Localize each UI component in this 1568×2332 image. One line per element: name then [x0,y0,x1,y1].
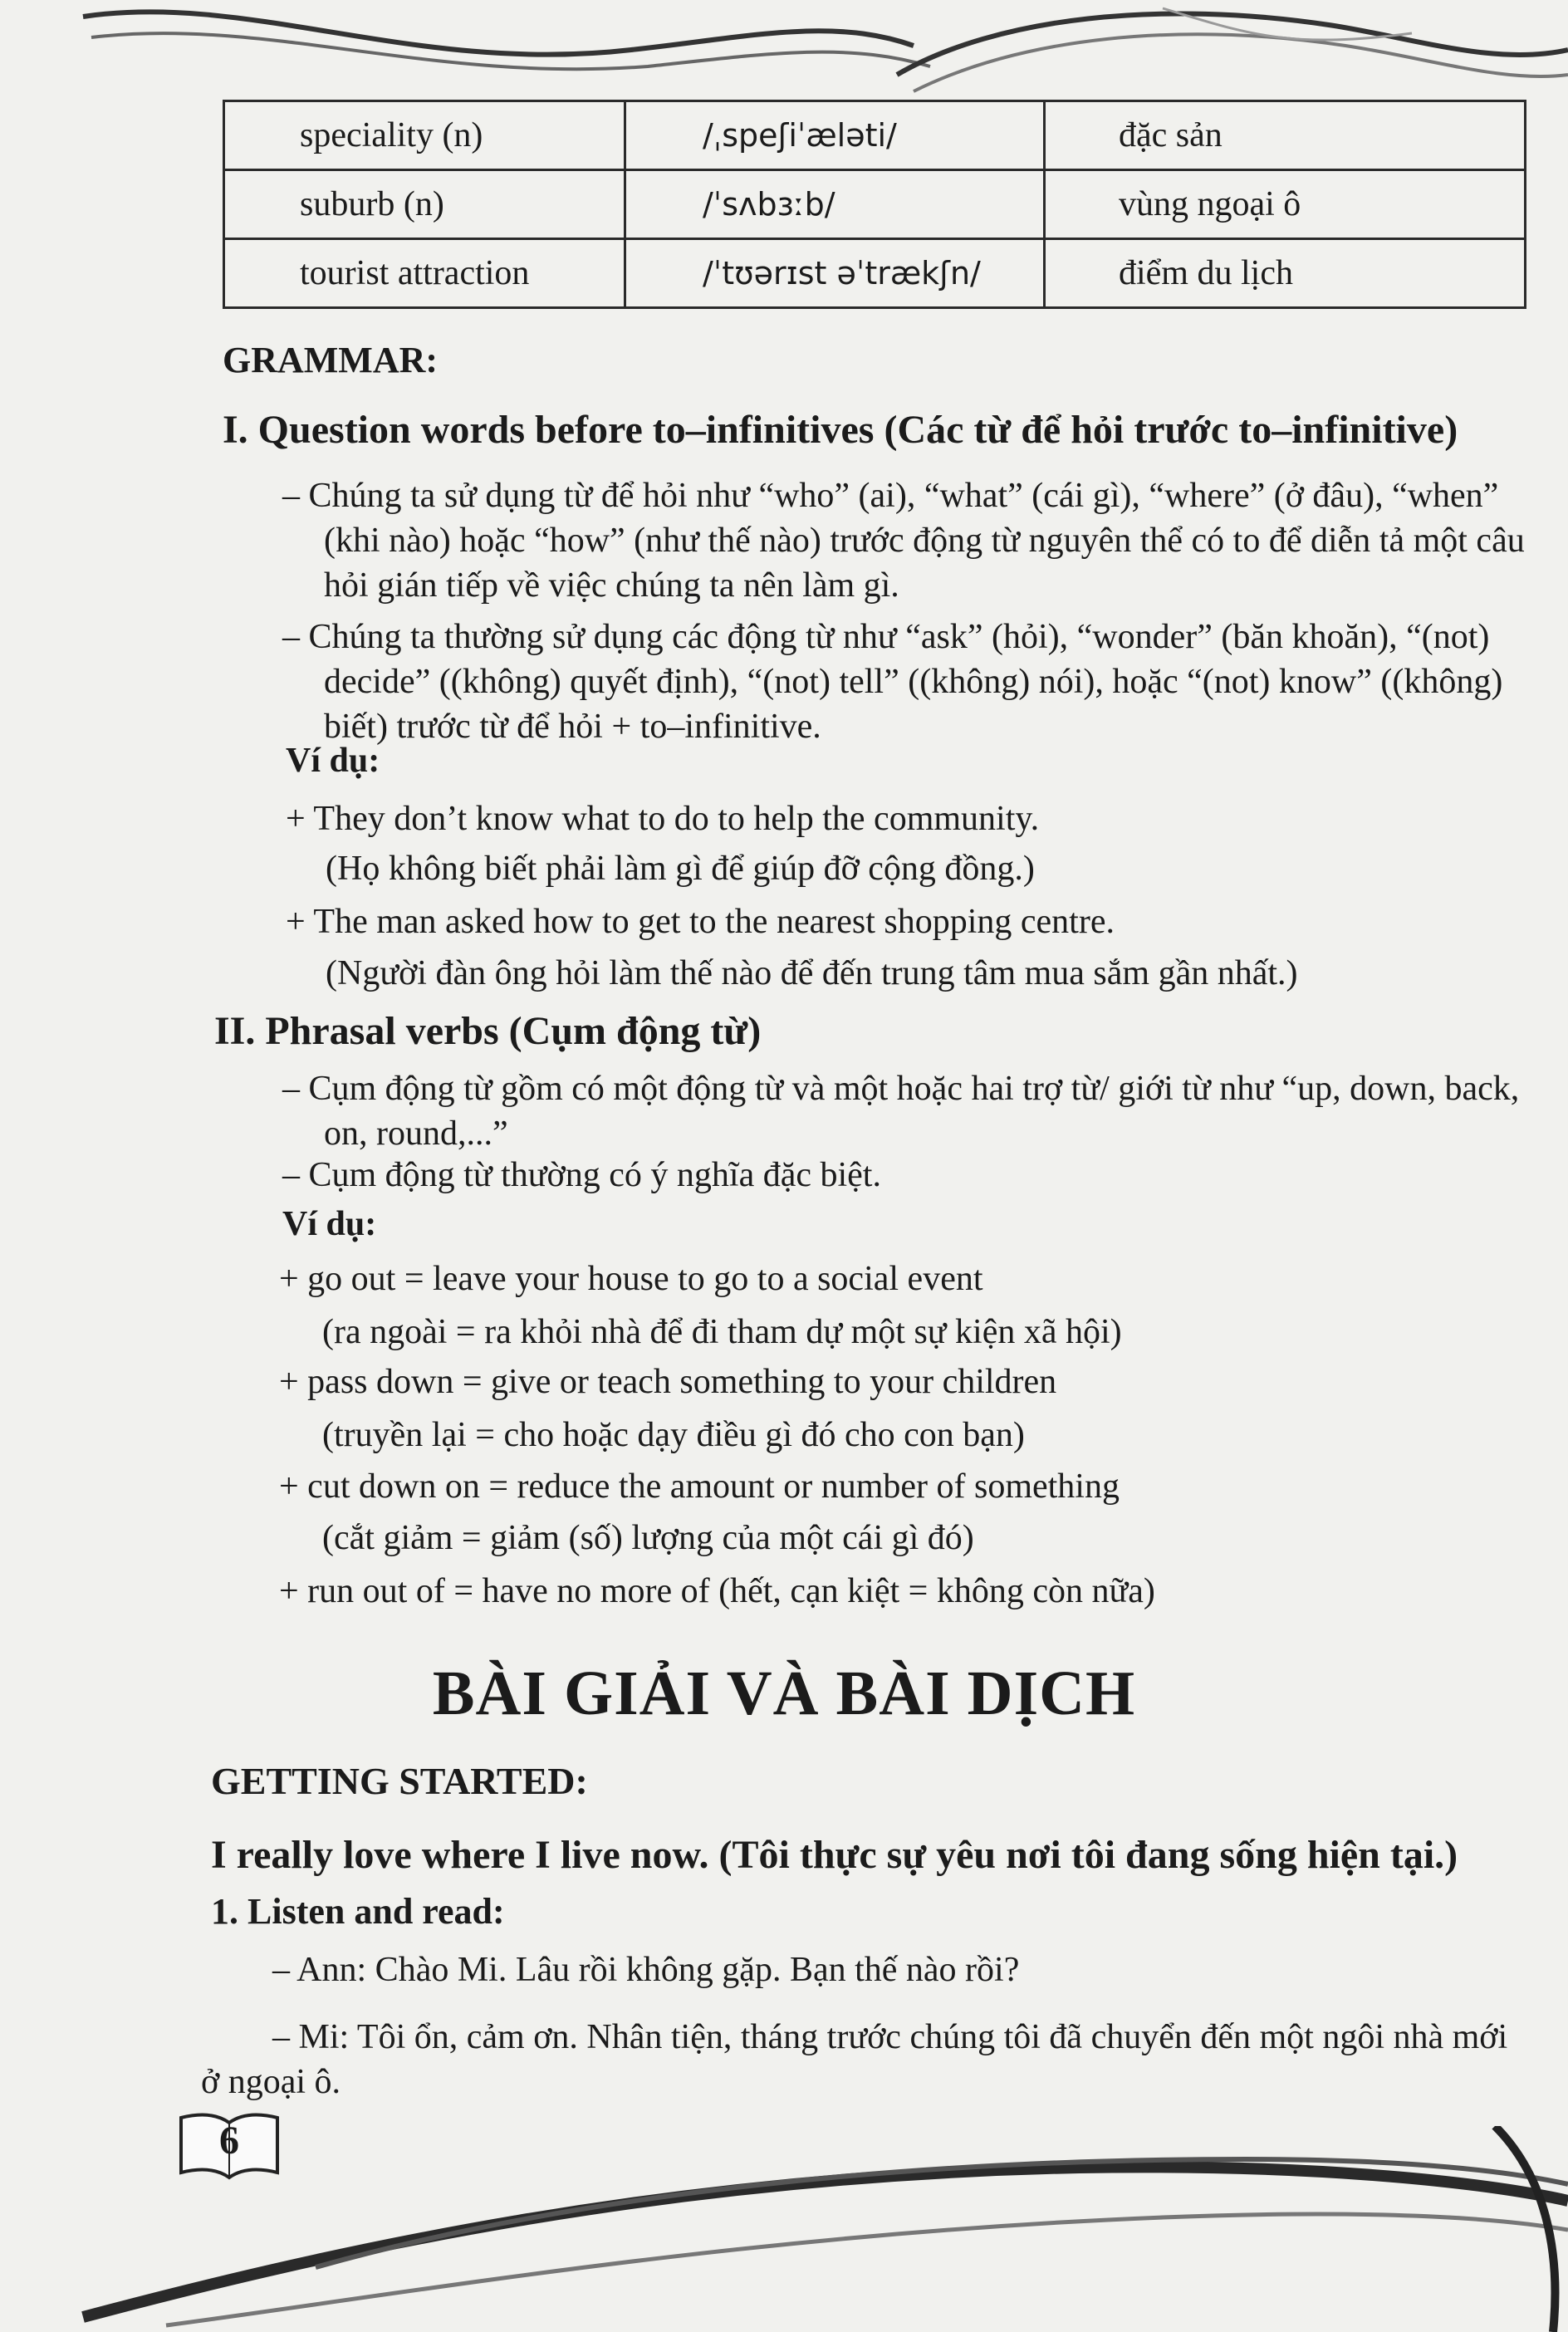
vocab-word: speciality (n) [224,101,625,170]
example-vi: (Họ không biết phải làm gì để giúp đỡ cộng đồng.) [326,850,1035,888]
example-en: + pass down = give or teach something to your children [279,1363,1057,1401]
grammar-title: GRAMMAR: [223,340,439,380]
example-en: + They don’t know what to do to help the community. [286,800,1040,838]
vocab-meaning: đặc sản [1045,101,1526,170]
task-title: 1. Listen and read: [211,1891,505,1932]
vocab-meaning: vùng ngoại ô [1045,170,1526,239]
table-row [224,170,1526,239]
vocab-word: tourist attraction [224,239,625,308]
example-vi: (truyền lại = cho hoặc dạy điều gì đó cho con bạn) [322,1416,1025,1454]
example-en: + cut down on = reduce the amount or number of something [279,1467,1120,1506]
vocab-ipa: /ˈtʊərɪst əˈtrækʃn/ [625,239,1045,308]
example-label: Ví dụ: [282,1205,377,1243]
example-vi: (ra ngoài = ra khỏi nhà để đi tham dự một sự kiện xã hội) [322,1313,1122,1351]
section-1-bullet: – Chúng ta sử dụng từ để hỏi như “who” (ai), “what” (cái gì), “where” (ở đâu), “when” (khi nào) hoặc “how” (như thế nào) trước động từ nguyên thể có to để diễn tả một câu hỏi gián tiếp về việc chúng ta nên làm gì. [282,477,1525,605]
example-vi: (cắt giảm = giảm (số) lượng của một cái gì đó) [322,1519,974,1557]
vocabulary-table [223,100,1526,309]
lesson-title: I really love where I live now. (Tôi thực sự yêu nơi tôi đang sống hiện tại.) [211,1833,1458,1877]
vocab-ipa: /ˌspeʃiˈæləti/ [625,101,1045,170]
getting-started-title: GETTING STARTED: [211,1760,588,1802]
section-2-bullet: – Cụm động từ gồm có một động từ và một hoặc hai trợ từ/ giới từ như “up, down, back, on, round,...” [282,1070,1520,1153]
example-vi: (Người đàn ông hỏi làm thế nào để đến trung tâm mua sắm gần nhất.) [326,954,1298,992]
dialogue-line: – Mi: Tôi ổn, cảm ơn. Nhân tiện, tháng trước chúng tôi đã chuyển đến một ngôi nhà mới ở ngoại ô. [201,2018,1508,2101]
page-number: 6 [219,2119,239,2163]
example-en: + run out of = have no more of (hết, cạn kiệt = không còn nữa) [279,1572,1155,1610]
vocab-ipa: /ˈsʌbɜːb/ [625,170,1045,239]
example-label: Ví dụ: [286,742,380,780]
example-en: + The man asked how to get to the nearest shopping centre. [286,903,1115,941]
solutions-heading: BÀI GIẢI VÀ BÀI DỊCH [432,1658,1136,1728]
bottom-decorative-swoosh [0,2126,1568,2332]
top-decorative-swoosh [0,0,1568,108]
dialogue-line: – Ann: Chào Mi. Lâu rồi không gặp. Bạn thế nào rồi? [272,1951,1020,1989]
example-en: + go out = leave your house to go to a social event [279,1260,983,1298]
section-1-bullet: – Chúng ta thường sử dụng các động từ như “ask” (hỏi), “wonder” (băn khoăn), “(not) decide” ((không) quyết định), “(not) tell” ((không) nói), hoặc “(not) know” ((không) biết) trước từ để hỏi + to–infinitive. [282,618,1503,746]
section-1-title: I. Question words before to–infinitives (Các từ để hỏi trước to–infinitive) [223,408,1458,452]
vocab-meaning: điểm du lịch [1045,239,1526,308]
table-row [224,101,1526,170]
table-row [224,239,1526,308]
section-2-title: II. Phrasal verbs (Cụm động từ) [214,1009,762,1053]
vocab-word: suburb (n) [224,170,625,239]
section-2-bullet: – Cụm động từ thường có ý nghĩa đặc biệt. [282,1156,881,1194]
